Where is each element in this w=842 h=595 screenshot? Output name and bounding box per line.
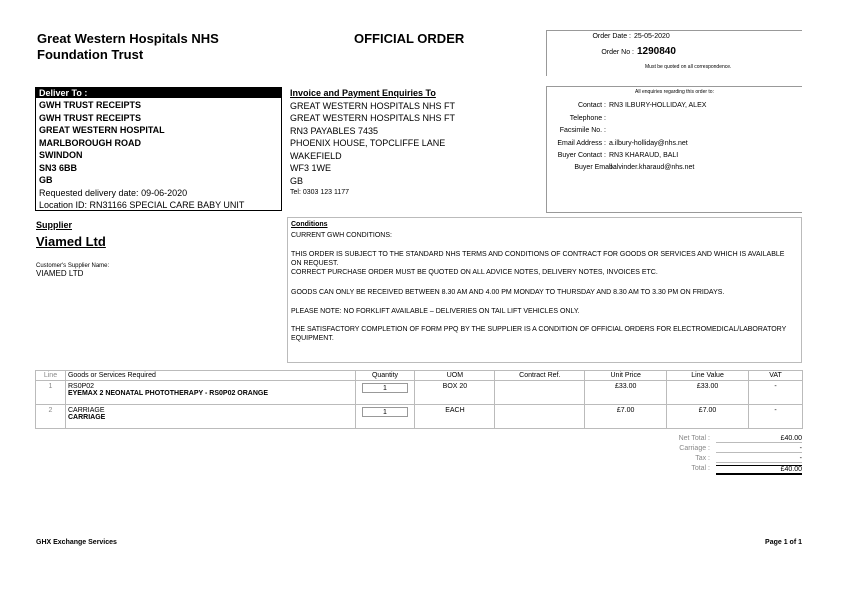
carriage-label: Carriage : (679, 445, 710, 452)
contact-value: RN3 ILBURY-HOLLIDAY, ALEX (609, 102, 707, 109)
contact-box (546, 86, 802, 213)
customer-supplier-value: VIAMED LTD (36, 269, 84, 278)
net-total-row (640, 435, 803, 445)
col-vat: VAT (749, 371, 803, 381)
carriage-row (640, 445, 803, 455)
deliver-heading: Deliver To : (36, 88, 281, 98)
condition-text: PLEASE NOTE: NO FORKLIFT AVAILABLE – DELIVERIES ON TAIL LIFT VEHICLES ONLY. (291, 308, 580, 315)
supplier-heading: Supplier (36, 220, 73, 230)
total-row (640, 465, 803, 475)
condition-text: CURRENT GWH CONDITIONS: (291, 232, 392, 239)
invoice-line: WAKEFIELD (290, 150, 342, 161)
col-line: Line (36, 371, 66, 381)
order-no: 1290840 (637, 46, 676, 57)
deliver-to-box (35, 87, 282, 211)
deliver-line: GWH TRUST RECEIPTS (39, 100, 142, 110)
telephone-label: Telephone : (569, 115, 606, 122)
carriage-value: - (716, 445, 802, 453)
deliver-line: SN3 6BB (39, 162, 78, 173)
uom-cell: BOX 20 (415, 381, 495, 405)
invoice-line: GREAT WESTERN HOSPITALS NHS FT (290, 100, 456, 111)
customer-supplier-label: Customer's Supplier Name: (36, 263, 110, 269)
table-header-row (36, 371, 803, 381)
uom-cell: EACH (415, 405, 495, 429)
email-value[interactable]: a.ilbury-holliday@nhs.net (609, 140, 688, 147)
conditions-box (287, 217, 802, 363)
line-value-cell: £33.00 (667, 381, 749, 405)
col-line-value: Line Value (667, 371, 749, 381)
vat-cell: - (749, 405, 803, 429)
footer-service: GHX Exchange Services (36, 539, 117, 546)
col-contract-ref: Contract Ref. (495, 371, 585, 381)
deliver-line: MARLBOROUGH ROAD (39, 137, 141, 148)
page-number: Page 1 of 1 (765, 539, 802, 546)
order-date: 25-05-2020 (634, 33, 670, 40)
table-row (36, 405, 803, 429)
supplier-name: Viamed Ltd (36, 234, 106, 249)
requested-delivery-date: Requested delivery date: 09-06-2020 (39, 187, 188, 198)
invoice-line: GB (290, 175, 304, 186)
contract-cell (495, 381, 585, 405)
vat-cell: - (749, 381, 803, 405)
total-label: Total : (691, 465, 710, 472)
line-number: 2 (36, 405, 66, 429)
email-label: Email Address : (557, 140, 606, 147)
table-row (36, 381, 803, 405)
contact-note: All enquiries regarding this order to: (635, 89, 714, 95)
unit-price-cell: £33.00 (585, 381, 667, 405)
quantity-value: 1 (362, 407, 409, 417)
quantity-cell (355, 381, 415, 405)
location-id: Location ID: RN31166 SPECIAL CARE BABY UNIT (39, 200, 245, 210)
item-code: RS0P02 (67, 383, 95, 390)
order-no-label: Order No : (601, 49, 634, 56)
invoice-block (290, 87, 545, 200)
col-quantity: Quantity (355, 371, 415, 381)
item-description: CARRIAGE (67, 414, 106, 421)
order-date-label: Order Date : (592, 33, 631, 40)
line-value-cell: £7.00 (667, 405, 749, 429)
totals-block (640, 435, 803, 475)
item-description: EYEMAX 2 NEONATAL PHOTOTHERAPY - RS0P02 ORANGE (67, 390, 269, 397)
buyer-contact-label: Buyer Contact : (557, 152, 606, 159)
invoice-line: PHOENIX HOUSE, TOPCLIFFE LANE (290, 138, 446, 148)
organisation-name (37, 31, 317, 63)
condition-text: GOODS CAN ONLY BE RECEIVED BETWEEN 8.30 AM AND 4.00 PM MONDAY TO THURSDAY AND 8.30 AM TO 3.30 PM ON FRIDAYS. (291, 289, 725, 296)
net-total-label: Net Total : (678, 435, 710, 442)
total-value: £40.00 (716, 465, 802, 475)
buyer-email-label: Buyer Email : (574, 164, 616, 171)
tax-label: Tax : (695, 455, 710, 462)
document-title: OFFICIAL ORDER (354, 31, 465, 46)
goods-cell (65, 405, 355, 429)
deliver-line: GWH TRUST RECEIPTS (39, 112, 142, 123)
fax-label: Facsimile No. : (559, 127, 606, 134)
invoice-line: WF3 1WE (290, 163, 332, 173)
unit-price-cell: £7.00 (585, 405, 667, 429)
tax-value: - (716, 455, 802, 463)
condition-text: THE SATISFACTORY COMPLETION OF FORM PPQ BY THE SUPPLIER IS A CONDITION OF OFFICIAL ORDERS FOR ELECTROMEDICAL/LABORATORY EQUIPMENT. (291, 326, 787, 342)
order-note: Must be quoted on all correspondence. (645, 64, 732, 70)
col-uom: UOM (415, 371, 495, 381)
tax-row (640, 455, 803, 465)
col-goods: Goods or Services Required (65, 371, 355, 381)
net-total-value: £40.00 (716, 435, 802, 443)
contact-label: Contact : (577, 102, 606, 109)
invoice-line: RN3 PAYABLES 7435 (290, 125, 379, 136)
org-line-1: Great Western Hospitals NHS (37, 31, 219, 46)
item-code: CARRIAGE (67, 407, 105, 414)
condition-text: CORRECT PURCHASE ORDER MUST BE QUOTED ON ALL ADVICE NOTES, DELIVERY NOTES, INVOICES ETC. (291, 269, 658, 276)
contract-cell (495, 405, 585, 429)
buyer-contact-value: RN3 KHARAUD, BALI (609, 152, 679, 159)
invoice-line: GREAT WESTERN HOSPITALS NHS FT (290, 113, 456, 123)
deliver-line: GREAT WESTERN HOSPITAL (39, 125, 165, 135)
condition-text: THIS ORDER IS SUBJECT TO THE STANDARD NHS TERMS AND CONDITIONS OF CONTRACT FOR GOODS OR SERVICES AND WHICH IS AVAILABLE ON REQUEST. (291, 251, 785, 267)
org-line-2: Foundation Trust (37, 47, 144, 62)
quantity-cell (355, 405, 415, 429)
buyer-email-value[interactable]: balvinder.kharaud@nhs.net (609, 164, 695, 171)
invoice-heading: Invoice and Payment Enquiries To (290, 88, 436, 98)
deliver-line: GB (39, 175, 53, 185)
order-items-table (35, 370, 803, 429)
invoice-tel: Tel: 0303 123 1177 (290, 189, 350, 196)
line-number: 1 (36, 381, 66, 405)
order-info-box (546, 30, 802, 76)
deliver-line: SWINDON (39, 150, 83, 160)
quantity-value: 1 (362, 383, 409, 393)
goods-cell (65, 381, 355, 405)
conditions-heading: Conditions (291, 221, 328, 228)
col-unit-price: Unit Price (585, 371, 667, 381)
